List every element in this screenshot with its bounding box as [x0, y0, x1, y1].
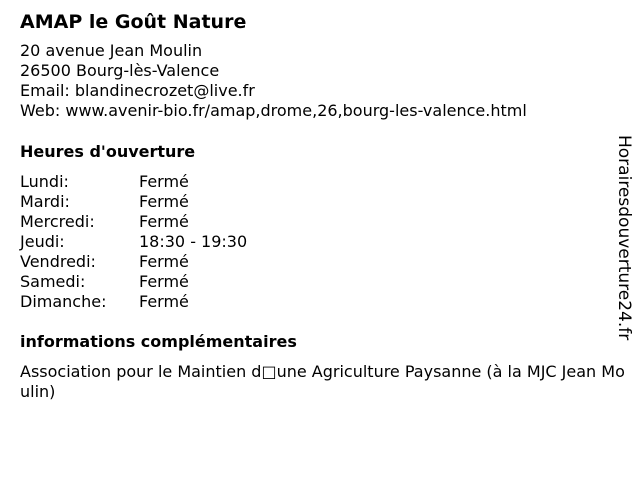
address-city: 26500 Bourg-lès-Valence	[20, 61, 220, 80]
day-label: Dimanche:	[20, 292, 107, 311]
site-watermark: Horairesdouverture24.fr	[614, 135, 634, 341]
day-hours: Fermé	[139, 192, 189, 211]
hours-row-tuesday	[20, 192, 612, 212]
day-hours: Fermé	[139, 172, 189, 191]
day-label: Jeudi:	[20, 232, 65, 251]
hours-row-monday	[20, 172, 612, 192]
web-line: Web: www.avenir-bio.fr/amap,drome,26,bourg-les-valence.html	[20, 101, 527, 120]
contact-block	[20, 41, 612, 121]
hours-row-friday	[20, 252, 612, 272]
day-label: Mercredi:	[20, 212, 95, 231]
address-street: 20 avenue Jean Moulin	[20, 41, 203, 60]
hours-row-sunday	[20, 292, 612, 312]
info-text: Association pour le Maintien d□une Agriculture Paysanne (à la MJC Jean Moulin)	[20, 362, 625, 401]
business-name: AMAP le Goût Nature	[20, 11, 247, 33]
email-line: Email: blandinecrozet@live.fr	[20, 81, 255, 100]
hours-row-wednesday	[20, 212, 612, 232]
hours-row-saturday	[20, 272, 612, 292]
day-hours: Fermé	[139, 292, 189, 311]
day-label: Mardi:	[20, 192, 70, 211]
day-label: Lundi:	[20, 172, 69, 191]
day-hours: Fermé	[139, 252, 189, 271]
hours-title: Heures d'ouverture	[20, 142, 196, 161]
day-hours: Fermé	[139, 272, 189, 291]
day-hours: Fermé	[139, 212, 189, 231]
day-label: Vendredi:	[20, 252, 96, 271]
hours-table	[20, 172, 612, 312]
hours-row-thursday	[20, 232, 612, 252]
day-label: Samedi:	[20, 272, 86, 291]
info-title: informations complémentaires	[20, 332, 297, 351]
day-hours: 18:30 - 19:30	[139, 232, 248, 251]
